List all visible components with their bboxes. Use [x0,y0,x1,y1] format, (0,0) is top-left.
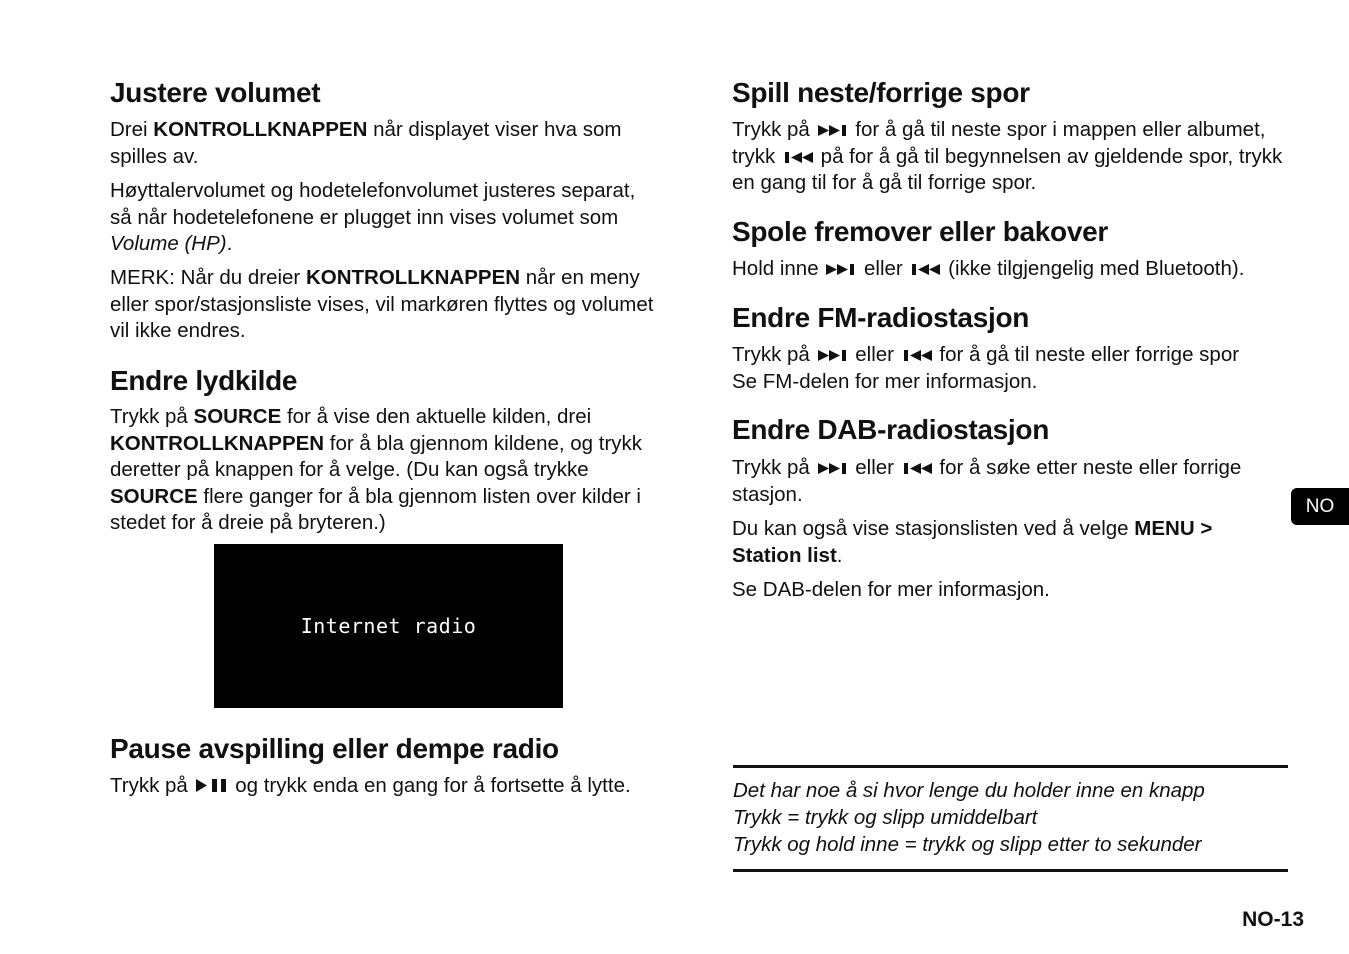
source-paragraph: Trykk på SOURCE for å vise den aktuelle kilden, drei KONTROLLKNAPPEN for å bla gjennom kildene, og trykk deretter på knappen for å velge. (Du kan også trykke SOURCE flere ganger for å bla gjennom listen over kilder i stedet for å dreie på bryteren.) [110,405,643,534]
section-title-pause: Pause avspilling eller dempe radio [110,733,559,764]
section-title-volume: Justere volumet [110,77,321,108]
section-title-seek: Spole fremover eller bakover [732,216,1108,247]
pause-paragraph: Trykk på og trykk enda en gang for å fortsette å lytte. [110,774,631,797]
next-track-icon [818,349,848,362]
volume-paragraph-1: Drei KONTROLLKNAPPEN når displayet viser hva som spilles av. [110,118,622,168]
fm-paragraph: Trykk på eller for å gå til neste eller forrige spor Se FM-delen for mer informasjon. [732,343,1240,393]
prev-track-icon [902,462,932,475]
prev-track-icon [783,151,813,164]
section-title-fm: Endre FM-radiostasjon [732,302,1030,333]
dab-paragraph-2: Du kan også vise stasjonslisten ved å velge MENU > Station list. [732,517,1213,567]
note-top-rule [733,765,1288,768]
dab-paragraph-1: Trykk på eller for å søke etter neste eller forrige stasjon. [732,456,1242,506]
note-box [733,778,1293,858]
next-track-icon [826,263,856,276]
volume-paragraph-2: Høyttalervolumet og hodetelefonvolumet justeres separat, så når hodetelefonene er plugget inn vises volumet som Volume (HP). [110,179,636,255]
display-screen-text: Internet radio [300,614,477,638]
note-line-3: Trykk og hold inne = trykk og slipp etter to sekunder [733,832,1202,856]
note-line-1: Det har noe å si hvor lenge du holder inne en knapp [733,779,1205,802]
note-bottom-rule [733,869,1288,872]
note-line-2: Trykk = trykk og slipp umiddelbart [733,805,1038,829]
page-number: NO-13 [1242,908,1304,931]
seek-paragraph: Hold inne eller (ikke tilgjengelig med Bluetooth). [732,257,1245,280]
section-title-dab: Endre DAB-radiostasjon [732,414,1049,445]
next-track-icon [818,124,848,137]
prev-track-icon [910,263,940,276]
section-title-source: Endre lydkilde [110,365,298,396]
language-tab: NO [1291,488,1349,525]
section-title-track: Spill neste/forrige spor [732,77,1030,108]
next-track-icon [818,462,848,475]
track-paragraph: Trykk på for å gå til neste spor i mappen eller albumet, trykk på for å gå til begynnelsen av gjeldende spor, trykk en gang til for å gå til forrige spor. [732,118,1283,194]
prev-track-icon [902,349,932,362]
display-screen-illustration [214,544,563,708]
dab-paragraph-3: Se DAB-delen for mer informasjon. [732,578,1050,601]
play-pause-icon [196,778,228,793]
volume-paragraph-3: MERK: Når du dreier KONTROLLKNAPPEN når en meny eller spor/stasjonsliste vises, vil markøren flyttes og volumet vil ikke endres. [110,266,654,342]
